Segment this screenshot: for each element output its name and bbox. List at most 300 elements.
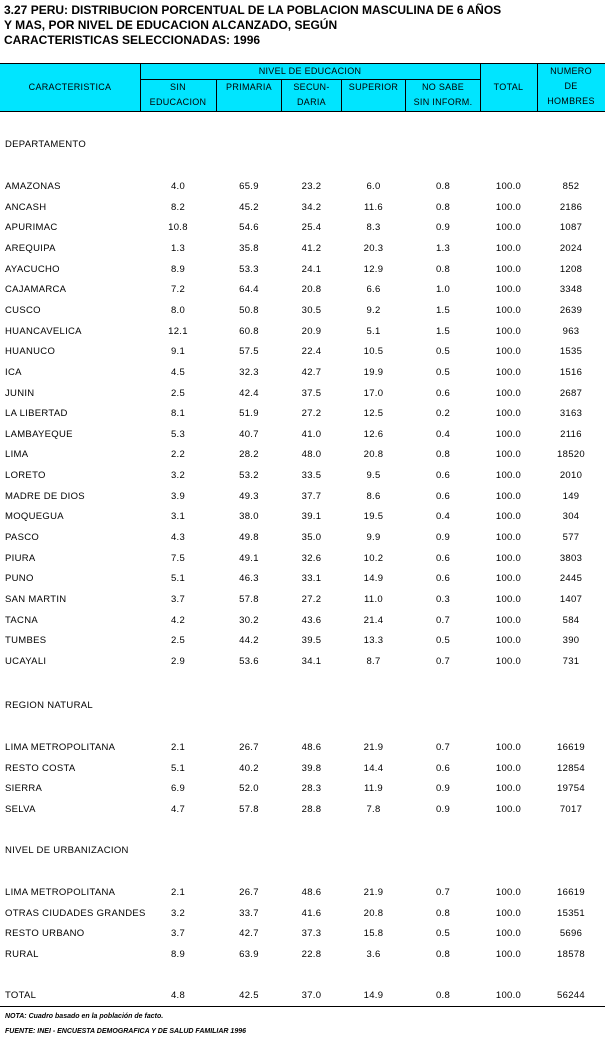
table-cell: 2.5 bbox=[170, 387, 186, 399]
table-cell: 100.0 bbox=[495, 387, 522, 399]
table-cell: 48.0 bbox=[301, 449, 322, 461]
table-bottom-rule bbox=[0, 1006, 605, 1007]
table-cell: 100.0 bbox=[495, 263, 522, 275]
table-cell: 5.1 bbox=[170, 762, 186, 774]
table-cell: 37.7 bbox=[301, 490, 322, 502]
table-cell: 33.1 bbox=[301, 573, 322, 585]
table-row bbox=[0, 178, 605, 198]
table-cell: 304 bbox=[562, 511, 580, 523]
row-label: ANCASH bbox=[5, 201, 47, 213]
table-cell: 8.2 bbox=[170, 201, 186, 213]
table-cell: 1407 bbox=[559, 594, 583, 605]
table-cell: 46.3 bbox=[239, 573, 259, 585]
table-cell: 39.1 bbox=[301, 511, 322, 523]
table-cell: 12.6 bbox=[363, 428, 384, 440]
table-row bbox=[0, 905, 605, 925]
table-cell: 8.6 bbox=[366, 490, 381, 502]
table-cell: 1.3 bbox=[170, 242, 186, 254]
table-cell: 8.0 bbox=[170, 304, 186, 316]
table-cell: 584 bbox=[562, 614, 580, 626]
table-cell: 53.3 bbox=[239, 263, 259, 275]
table-cell: 3.2 bbox=[170, 470, 186, 482]
table-cell: 100.0 bbox=[495, 284, 522, 296]
table-cell: 0.7 bbox=[435, 742, 451, 753]
table-cell: 2639 bbox=[559, 304, 583, 316]
table-cell: 13.3 bbox=[363, 635, 384, 647]
table-cell: 34.1 bbox=[301, 655, 322, 667]
table-cell: 20.9 bbox=[301, 325, 322, 337]
table-cell: 27.2 bbox=[301, 594, 322, 605]
table-cell: 35.8 bbox=[239, 242, 259, 254]
table-cell: 48.6 bbox=[301, 742, 322, 753]
table-cell: 2.5 bbox=[170, 635, 186, 647]
table-cell: 100.0 bbox=[495, 428, 522, 440]
section-region-natural: REGION NATURAL bbox=[5, 700, 93, 711]
table-row bbox=[0, 570, 605, 590]
row-label: LIMA bbox=[5, 449, 29, 461]
table-cell: 26.7 bbox=[239, 887, 259, 898]
table-cell: 1.3 bbox=[435, 242, 451, 254]
table-cell: 0.5 bbox=[435, 366, 451, 378]
table-row bbox=[0, 529, 605, 549]
table-cell: 100.0 bbox=[495, 948, 522, 960]
table-cell: 100.0 bbox=[495, 742, 522, 753]
table-cell: 0.2 bbox=[435, 408, 451, 420]
row-label: HUANCAVELICA bbox=[5, 325, 82, 337]
table-cell: 0.9 bbox=[435, 532, 451, 544]
table-cell: 19.5 bbox=[363, 511, 384, 523]
table-cell: 15.8 bbox=[363, 928, 384, 940]
table-cell: 0.6 bbox=[435, 762, 451, 774]
table-cell: 100.0 bbox=[495, 181, 522, 192]
table-cell: 0.8 bbox=[435, 181, 451, 192]
table-cell: 2010 bbox=[559, 470, 583, 482]
table-row bbox=[0, 281, 605, 301]
table-cell: 4.2 bbox=[170, 614, 186, 626]
table-cell: 0.4 bbox=[435, 511, 451, 523]
table-cell: 100.0 bbox=[495, 366, 522, 378]
table-cell: 100.0 bbox=[495, 511, 522, 523]
row-label: AMAZONAS bbox=[5, 181, 61, 192]
table-cell: 4.8 bbox=[170, 990, 186, 1001]
row-label: MOQUEGUA bbox=[5, 511, 64, 523]
table-cell: 10.8 bbox=[168, 222, 188, 234]
table-cell: 21.4 bbox=[363, 614, 384, 626]
table-cell: 51.9 bbox=[239, 408, 259, 420]
table-cell: 2116 bbox=[560, 428, 582, 440]
table-cell: 3163 bbox=[559, 408, 583, 420]
table-cell: 1.5 bbox=[435, 304, 451, 316]
table-row bbox=[0, 199, 605, 219]
table-cell: 50.8 bbox=[239, 304, 259, 316]
row-label: SAN MARTIN bbox=[5, 594, 67, 605]
row-label: PUNO bbox=[5, 573, 34, 585]
table-cell: 42.7 bbox=[239, 928, 259, 940]
table-cell: 5696 bbox=[559, 928, 583, 940]
table-cell: 64.4 bbox=[239, 284, 259, 296]
table-cell: 100.0 bbox=[495, 346, 522, 358]
table-cell: 0.7 bbox=[435, 655, 451, 667]
table-cell: 6.0 bbox=[366, 181, 381, 192]
table-row bbox=[0, 446, 605, 466]
row-label: UCAYALI bbox=[5, 655, 47, 667]
table-cell: 0.9 bbox=[435, 783, 451, 795]
title-line-1: 3.27 PERU: DISTRIBUCION PORCENTUAL DE LA POBLACION MASCULINA DE 6 AÑOS bbox=[4, 3, 502, 17]
table-row bbox=[0, 591, 605, 611]
table-cell: 54.6 bbox=[239, 222, 259, 234]
table-cell: 7.2 bbox=[170, 284, 186, 296]
table-cell: 100.0 bbox=[495, 783, 522, 795]
table-row bbox=[0, 385, 605, 405]
table-cell: 22.4 bbox=[301, 346, 322, 358]
table-cell: 3348 bbox=[559, 284, 583, 296]
table-row bbox=[0, 653, 605, 673]
table-cell: 5.3 bbox=[170, 428, 186, 440]
table-cell: 18520 bbox=[557, 449, 585, 461]
table-cell: 7017 bbox=[559, 803, 583, 815]
table-cell: 5.1 bbox=[170, 573, 186, 585]
table-cell: 0.8 bbox=[435, 263, 451, 275]
table-cell: 21.9 bbox=[363, 742, 384, 753]
table-cell: 26.7 bbox=[239, 742, 259, 753]
table-cell: 12854 bbox=[557, 762, 585, 774]
table-cell: 20.8 bbox=[301, 284, 322, 296]
table-row bbox=[0, 302, 605, 322]
row-label: JUNIN bbox=[5, 387, 35, 399]
table-cell: 39.8 bbox=[301, 762, 322, 774]
table-cell: 0.7 bbox=[435, 887, 451, 898]
table-cell: 100.0 bbox=[495, 594, 522, 605]
row-label: SIERRA bbox=[5, 783, 43, 795]
table-cell: 57.5 bbox=[239, 346, 259, 358]
table-cell: 23.2 bbox=[301, 181, 322, 192]
table-cell: 4.3 bbox=[170, 532, 186, 544]
row-label: AREQUIPA bbox=[5, 242, 56, 254]
table-cell: 2445 bbox=[559, 573, 583, 585]
table-cell: 12.1 bbox=[168, 325, 188, 337]
table-cell: 100.0 bbox=[495, 222, 522, 234]
table-cell: 8.3 bbox=[366, 222, 381, 234]
row-label: PIURA bbox=[5, 552, 36, 564]
row-label: ICA bbox=[5, 366, 22, 378]
table-cell: 28.3 bbox=[301, 783, 322, 795]
header-superior: SUPERIOR bbox=[348, 82, 399, 92]
table-header bbox=[0, 63, 605, 112]
table-source: FUENTE: INEI - ENCUESTA DEMOGRAFICA Y DE SALUD FAMILIAR 1996 bbox=[5, 1028, 247, 1035]
table-cell: 41.0 bbox=[301, 428, 322, 440]
table-cell: 8.9 bbox=[170, 263, 186, 275]
row-label: LORETO bbox=[5, 470, 46, 482]
table-cell: 49.8 bbox=[239, 532, 259, 544]
table-cell: 65.9 bbox=[239, 181, 259, 192]
row-label: APURIMAC bbox=[5, 222, 58, 234]
table-cell: 9.9 bbox=[366, 532, 381, 544]
table-cell: 2.1 bbox=[170, 887, 186, 898]
table-cell: 3.9 bbox=[170, 490, 186, 502]
row-label: RURAL bbox=[5, 948, 39, 960]
table-row bbox=[0, 632, 605, 652]
table-cell: 100.0 bbox=[495, 408, 522, 420]
table-cell: 8.1 bbox=[170, 408, 186, 420]
table-cell: 9.2 bbox=[366, 304, 381, 316]
table-cell: 100.0 bbox=[495, 552, 522, 564]
table-cell: 14.9 bbox=[363, 990, 384, 1001]
table-cell: 100.0 bbox=[495, 201, 522, 213]
table-cell: 8.7 bbox=[366, 655, 381, 667]
table-cell: 27.2 bbox=[301, 408, 322, 420]
table-cell: 10.2 bbox=[363, 552, 384, 564]
table-cell: 6.6 bbox=[366, 284, 381, 296]
header-secundaria: SECUN- DARIA bbox=[293, 82, 330, 107]
table-cell: 53.2 bbox=[239, 470, 259, 482]
table-cell: 1516 bbox=[559, 366, 583, 378]
table-cell: 2.9 bbox=[170, 655, 186, 667]
table-cell: 10.5 bbox=[363, 346, 384, 358]
table-cell: 0.6 bbox=[435, 552, 451, 564]
table-title bbox=[4, 3, 604, 48]
table-row bbox=[0, 925, 605, 945]
table-row bbox=[0, 987, 605, 1007]
table-note: NOTA: Cuadro basado en la población de facto. bbox=[5, 1013, 164, 1020]
table-cell: 4.7 bbox=[170, 803, 186, 815]
table-row bbox=[0, 240, 605, 260]
title-line-2: Y MAS, POR NIVEL DE EDUCACION ALCANZADO, SEGÚN bbox=[4, 18, 338, 32]
table-cell: 3.2 bbox=[170, 907, 186, 919]
table-row bbox=[0, 739, 605, 759]
table-cell: 2024 bbox=[559, 242, 583, 254]
table-cell: 1.5 bbox=[435, 325, 451, 337]
table-cell: 2.2 bbox=[170, 449, 186, 461]
row-label: TOTAL bbox=[5, 990, 37, 1001]
header-total: TOTAL bbox=[493, 82, 524, 92]
table-cell: 56244 bbox=[557, 990, 585, 1001]
table-row bbox=[0, 780, 605, 800]
table-cell: 53.6 bbox=[239, 655, 259, 667]
table-cell: 45.2 bbox=[239, 201, 259, 213]
table-row bbox=[0, 884, 605, 904]
table-row bbox=[0, 426, 605, 446]
table-cell: 6.9 bbox=[170, 783, 186, 795]
table-cell: 57.8 bbox=[239, 803, 259, 815]
table-cell: 35.0 bbox=[301, 532, 322, 544]
table-cell: 1087 bbox=[559, 222, 583, 234]
table-cell: 20.8 bbox=[363, 449, 384, 461]
table-cell: 42.5 bbox=[239, 990, 259, 1001]
row-label: MADRE DE DIOS bbox=[5, 490, 85, 502]
table-cell: 19754 bbox=[557, 783, 585, 795]
row-label: CUSCO bbox=[5, 304, 41, 316]
table-cell: 42.4 bbox=[239, 387, 259, 399]
table-cell: 9.1 bbox=[170, 346, 186, 358]
table-cell: 0.4 bbox=[435, 428, 451, 440]
table-cell: 60.8 bbox=[239, 325, 259, 337]
table-cell: 49.3 bbox=[239, 490, 259, 502]
table-cell: 11.0 bbox=[364, 594, 383, 605]
row-label: AYACUCHO bbox=[5, 263, 60, 275]
table-cell: 2687 bbox=[559, 387, 583, 399]
table-cell: 43.6 bbox=[301, 614, 322, 626]
table-cell: 0.8 bbox=[435, 449, 451, 461]
table-row bbox=[0, 550, 605, 570]
table-cell: 20.3 bbox=[363, 242, 384, 254]
table-cell: 1208 bbox=[559, 263, 583, 275]
table-cell: 12.5 bbox=[363, 408, 384, 420]
table-cell: 33.5 bbox=[301, 470, 322, 482]
table-cell: 1535 bbox=[559, 346, 583, 358]
table-cell: 4.0 bbox=[170, 181, 186, 192]
table-cell: 0.8 bbox=[435, 948, 451, 960]
table-cell: 100.0 bbox=[495, 803, 522, 815]
table-cell: 19.9 bbox=[363, 366, 384, 378]
table-cell: 14.9 bbox=[363, 573, 384, 585]
table-cell: 100.0 bbox=[495, 614, 522, 626]
table-row bbox=[0, 946, 605, 966]
table-cell: 48.6 bbox=[301, 887, 322, 898]
header-numero-hombres: NUMERO DE HOMBRES bbox=[547, 66, 595, 106]
table-cell: 18578 bbox=[557, 948, 585, 960]
table-row bbox=[0, 760, 605, 780]
table-row bbox=[0, 467, 605, 487]
table-row bbox=[0, 261, 605, 281]
table-cell: 40.7 bbox=[239, 428, 259, 440]
table-cell: 38.0 bbox=[239, 511, 259, 523]
header-sin-educacion: SIN EDUCACION bbox=[149, 82, 207, 107]
table-cell: 963 bbox=[562, 325, 580, 337]
table-cell: 100.0 bbox=[495, 887, 522, 898]
table-cell: 41.2 bbox=[301, 242, 322, 254]
table-cell: 37.3 bbox=[301, 928, 322, 940]
table-cell: 12.9 bbox=[363, 263, 384, 275]
table-cell: 3.6 bbox=[366, 948, 381, 960]
section-nivel-urbanizacion: NIVEL DE URBANIZACION bbox=[5, 845, 129, 856]
table-cell: 100.0 bbox=[495, 325, 522, 337]
table-cell: 28.8 bbox=[301, 803, 322, 815]
table-cell: 0.8 bbox=[435, 201, 451, 213]
table-row bbox=[0, 801, 605, 821]
table-cell: 39.5 bbox=[301, 635, 322, 647]
table-cell: 3.7 bbox=[170, 594, 186, 605]
table-cell: 63.9 bbox=[239, 948, 259, 960]
table-cell: 16619 bbox=[557, 887, 585, 898]
table-cell: 0.6 bbox=[435, 387, 451, 399]
table-cell: 44.2 bbox=[239, 635, 259, 647]
table-cell: 0.5 bbox=[435, 928, 451, 940]
table-cell: 8.9 bbox=[170, 948, 186, 960]
table-cell: 40.2 bbox=[239, 762, 259, 774]
row-label: SELVA bbox=[5, 803, 36, 815]
row-label: RESTO URBANO bbox=[5, 928, 85, 940]
header-nivel-educacion: NIVEL DE EDUCACION bbox=[258, 66, 362, 76]
table-cell: 24.1 bbox=[301, 263, 322, 275]
table-cell: 21.9 bbox=[363, 887, 384, 898]
table-cell: 100.0 bbox=[495, 635, 522, 647]
table-cell: 1.0 bbox=[435, 284, 451, 296]
table-cell: 4.5 bbox=[170, 366, 186, 378]
table-cell: 37.5 bbox=[301, 387, 322, 399]
table-row bbox=[0, 508, 605, 528]
table-cell: 0.9 bbox=[435, 803, 451, 815]
table-cell: 852 bbox=[562, 181, 580, 192]
table-cell: 2.1 bbox=[170, 742, 186, 753]
table-cell: 7.8 bbox=[366, 803, 381, 815]
table-cell: 0.8 bbox=[435, 907, 451, 919]
table-cell: 57.8 bbox=[239, 594, 259, 605]
table-cell: 33.7 bbox=[239, 907, 259, 919]
row-label: LIMA METROPOLITANA bbox=[5, 742, 116, 753]
table-row bbox=[0, 488, 605, 508]
table-cell: 49.1 bbox=[239, 552, 259, 564]
table-cell: 577 bbox=[562, 532, 580, 544]
table-cell: 14.4 bbox=[363, 762, 384, 774]
table-cell: 100.0 bbox=[495, 990, 522, 1001]
table-cell: 100.0 bbox=[495, 762, 522, 774]
table-cell: 11.6 bbox=[364, 201, 383, 213]
table-cell: 16619 bbox=[557, 742, 585, 753]
table-row bbox=[0, 405, 605, 425]
table-cell: 25.4 bbox=[301, 222, 322, 234]
table-cell: 3.1 bbox=[170, 511, 186, 523]
table-cell: 731 bbox=[562, 655, 580, 667]
row-label: TUMBES bbox=[5, 635, 47, 647]
table-cell: 0.9 bbox=[435, 222, 451, 234]
table-cell: 100.0 bbox=[495, 532, 522, 544]
table-cell: 100.0 bbox=[495, 907, 522, 919]
table-cell: 2186 bbox=[559, 201, 583, 213]
table-cell: 3.7 bbox=[170, 928, 186, 940]
table-row bbox=[0, 612, 605, 632]
table-cell: 17.0 bbox=[363, 387, 384, 399]
table-cell: 5.1 bbox=[366, 325, 381, 337]
table-row bbox=[0, 323, 605, 343]
table-row bbox=[0, 364, 605, 384]
table-cell: 20.8 bbox=[363, 907, 384, 919]
table-cell: 9.5 bbox=[366, 470, 381, 482]
row-label: LA LIBERTAD bbox=[5, 408, 68, 420]
table-cell: 0.5 bbox=[435, 635, 451, 647]
table-cell: 11.9 bbox=[364, 783, 383, 795]
row-label: PASCO bbox=[5, 532, 40, 544]
header-primaria: PRIMARIA bbox=[226, 82, 272, 92]
table-cell: 41.6 bbox=[301, 907, 322, 919]
table-cell: 0.5 bbox=[435, 346, 451, 358]
row-label: LIMA METROPOLITANA bbox=[5, 887, 116, 898]
section-departamento: DEPARTAMENTO bbox=[5, 139, 87, 150]
title-line-3: CARACTERISTICAS SELECCIONADAS: 1996 bbox=[4, 33, 261, 47]
table-cell: 0.7 bbox=[435, 614, 451, 626]
row-label: RESTO COSTA bbox=[5, 762, 76, 774]
table-cell: 22.8 bbox=[301, 948, 322, 960]
row-label: CAJAMARCA bbox=[5, 284, 67, 296]
header-no-sabe: NO SABE SIN INFORM. bbox=[413, 82, 473, 107]
row-label: OTRAS CIUDADES GRANDES bbox=[5, 907, 146, 919]
table-cell: 0.6 bbox=[435, 490, 451, 502]
table-cell: 100.0 bbox=[495, 304, 522, 316]
table-cell: 30.2 bbox=[239, 614, 259, 626]
table-cell: 0.3 bbox=[435, 594, 451, 605]
table-cell: 52.0 bbox=[239, 783, 259, 795]
table-cell: 30.5 bbox=[301, 304, 322, 316]
row-label: LAMBAYEQUE bbox=[5, 428, 73, 440]
table-cell: 100.0 bbox=[495, 490, 522, 502]
row-label: HUANUCO bbox=[5, 346, 56, 358]
table-cell: 149 bbox=[562, 490, 580, 502]
table-cell: 42.7 bbox=[301, 366, 322, 378]
table-cell: 100.0 bbox=[495, 655, 522, 667]
table-cell: 100.0 bbox=[495, 573, 522, 585]
table-cell: 7.5 bbox=[170, 552, 186, 564]
row-label: TACNA bbox=[5, 614, 38, 626]
table-cell: 100.0 bbox=[495, 242, 522, 254]
